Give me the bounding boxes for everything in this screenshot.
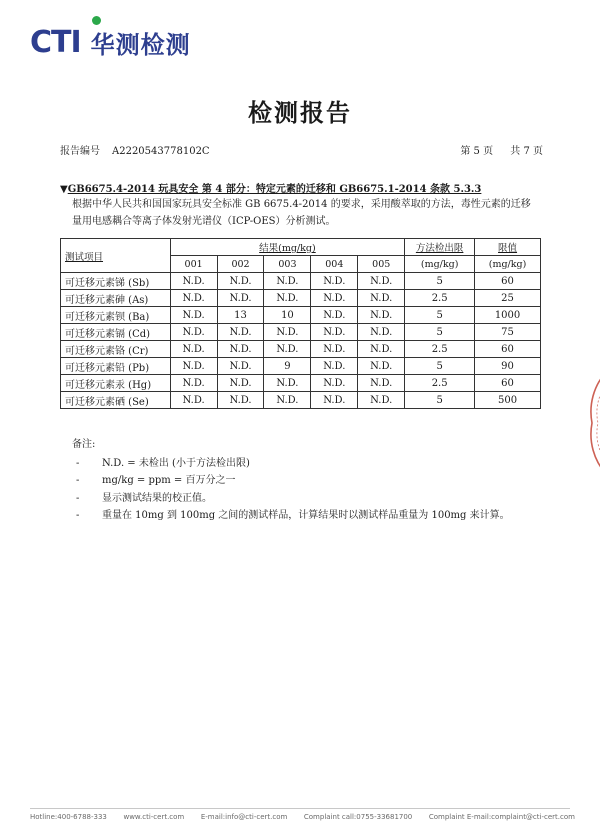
report-number-value: A2220543778102C bbox=[112, 146, 210, 157]
cell-result: N.D. bbox=[170, 358, 217, 375]
table-row bbox=[61, 273, 541, 290]
cell-result: N.D. bbox=[358, 358, 405, 375]
page-info bbox=[456, 142, 543, 157]
cell-result: N.D. bbox=[170, 392, 217, 409]
cell-result: N.D. bbox=[264, 392, 311, 409]
table-row bbox=[61, 392, 541, 409]
cell-result: N.D. bbox=[264, 324, 311, 341]
section-heading bbox=[60, 180, 481, 195]
cell-result: N.D. bbox=[170, 324, 217, 341]
cell-mdl: 5 bbox=[405, 324, 475, 341]
table-row bbox=[61, 307, 541, 324]
cell-result: N.D. bbox=[170, 307, 217, 324]
table-row bbox=[61, 358, 541, 375]
cell-result: N.D. bbox=[217, 324, 264, 341]
header-sample-002: 002 bbox=[217, 256, 264, 273]
report-number-line bbox=[60, 142, 210, 157]
cell-result: N.D. bbox=[311, 392, 358, 409]
cell-mdl: 5 bbox=[405, 273, 475, 290]
cell-result: N.D. bbox=[170, 375, 217, 392]
cell-mdl: 5 bbox=[405, 307, 475, 324]
cell-item: 可迁移元素汞 (Hg) bbox=[61, 375, 171, 392]
cell-result: N.D. bbox=[358, 324, 405, 341]
cell-limit: 90 bbox=[475, 358, 541, 375]
table-row bbox=[61, 324, 541, 341]
footer-hotline: Hotline:400-6788-333 bbox=[30, 813, 107, 821]
cell-item: 可迁移元素镉 (Cd) bbox=[61, 324, 171, 341]
cell-result: N.D. bbox=[170, 290, 217, 307]
cell-mdl: 5 bbox=[405, 392, 475, 409]
cell-item: 可迁移元素铅 (Pb) bbox=[61, 358, 171, 375]
cell-result: N.D. bbox=[358, 375, 405, 392]
notes-label: 备注: bbox=[72, 439, 96, 450]
header-limit: 限值 bbox=[475, 239, 541, 256]
header-sample-001: 001 bbox=[170, 256, 217, 273]
cell-result: 10 bbox=[264, 307, 311, 324]
cell-result: N.D. bbox=[217, 375, 264, 392]
table-row bbox=[61, 341, 541, 358]
cell-result: N.D. bbox=[264, 273, 311, 290]
header-mdl: 方法检出限 bbox=[405, 239, 475, 256]
cell-limit: 500 bbox=[475, 392, 541, 409]
cell-result: N.D. bbox=[311, 307, 358, 324]
cell-result: N.D. bbox=[311, 358, 358, 375]
cell-result: N.D. bbox=[217, 392, 264, 409]
section-heading-text: GB6675.4-2014 玩具安全 第 4 部分：特定元素的迁移和 GB6675.1-2014 条款 5.3.3 bbox=[67, 184, 482, 195]
note-item: - N.D. = 未检出 (小于方法检出限) bbox=[76, 457, 250, 469]
footer-website: www.cti-cert.com bbox=[123, 813, 185, 821]
results-table bbox=[60, 238, 541, 409]
header-sample-005: 005 bbox=[358, 256, 405, 273]
logo-text: CTI bbox=[30, 24, 81, 60]
page-total: 共 7 页 bbox=[510, 146, 543, 157]
cell-result: 9 bbox=[264, 358, 311, 375]
cell-result: N.D. bbox=[311, 324, 358, 341]
footer-divider bbox=[30, 808, 570, 809]
table-row bbox=[61, 290, 541, 307]
cell-result: N.D. bbox=[170, 273, 217, 290]
section-description: 根据中华人民共和国国家玩具安全标准 GB 6675.4-2014 的要求，采用酸萃取的方法，毒性元素的迁移量用电感耦合等离子体发射光谱仪（ICP-OES）分析测试。 bbox=[72, 199, 531, 227]
cell-result: N.D. bbox=[358, 341, 405, 358]
company-logo bbox=[30, 22, 191, 62]
cell-result: N.D. bbox=[358, 273, 405, 290]
header-result: 结果(mg/kg) bbox=[170, 239, 405, 256]
cell-item: 可迁移元素锑 (Sb) bbox=[61, 273, 171, 290]
cell-result: 13 bbox=[217, 307, 264, 324]
table-header-row bbox=[61, 239, 541, 256]
report-number-label: 报告编号 bbox=[60, 146, 100, 157]
footer bbox=[30, 813, 575, 821]
footer-complaint-call: Complaint call:0755-33681700 bbox=[303, 813, 413, 821]
cell-mdl: 2.5 bbox=[405, 375, 475, 392]
cell-limit: 60 bbox=[475, 273, 541, 290]
cell-result: N.D. bbox=[170, 341, 217, 358]
note-item: - 重量在 10mg 到 100mg 之间的测试样品，计算结果时以测试样品重量为 100mg 来计算。 bbox=[76, 510, 510, 521]
header-test-item: 测试项目 bbox=[61, 239, 171, 273]
cell-result: N.D. bbox=[217, 290, 264, 307]
notes-section bbox=[72, 436, 510, 525]
triangle-marker-icon: ▼ bbox=[60, 184, 68, 195]
header-mdl-unit: (mg/kg) bbox=[405, 256, 475, 273]
cell-limit: 60 bbox=[475, 375, 541, 392]
cell-limit: 1000 bbox=[475, 307, 541, 324]
cell-mdl: 2.5 bbox=[405, 341, 475, 358]
header-limit-unit: (mg/kg) bbox=[475, 256, 541, 273]
cell-result: N.D. bbox=[217, 273, 264, 290]
cell-result: N.D. bbox=[264, 375, 311, 392]
footer-email: E-mail:info@cti-cert.com bbox=[200, 813, 288, 821]
cell-item: 可迁移元素铬 (Cr) bbox=[61, 341, 171, 358]
logo-chinese-name: 华测检测 bbox=[90, 30, 191, 59]
cell-item: 可迁移元素硒 (Se) bbox=[61, 392, 171, 409]
note-item: - 显示测试结果的校正值。 bbox=[76, 492, 212, 504]
cell-mdl: 2.5 bbox=[405, 290, 475, 307]
cell-limit: 60 bbox=[475, 341, 541, 358]
cell-result: N.D. bbox=[311, 341, 358, 358]
cell-item: 可迁移元素砷 (As) bbox=[61, 290, 171, 307]
cell-result: N.D. bbox=[217, 341, 264, 358]
cell-result: N.D. bbox=[358, 307, 405, 324]
cell-limit: 75 bbox=[475, 324, 541, 341]
cell-mdl: 5 bbox=[405, 358, 475, 375]
cell-result: N.D. bbox=[358, 392, 405, 409]
header-sample-004: 004 bbox=[311, 256, 358, 273]
cell-limit: 25 bbox=[475, 290, 541, 307]
seal-stamp-icon bbox=[578, 368, 600, 478]
cell-result: N.D. bbox=[264, 341, 311, 358]
cell-result: N.D. bbox=[311, 273, 358, 290]
footer-complaint-email: Complaint E-mail:complaint@cti-cert.com bbox=[428, 813, 575, 821]
page-title: 检测报告 bbox=[248, 99, 352, 127]
logo-dot-icon bbox=[92, 16, 101, 25]
note-item: - mg/kg = ppm = 百万分之一 bbox=[76, 475, 236, 486]
table-row bbox=[61, 375, 541, 392]
cell-result: N.D. bbox=[217, 358, 264, 375]
cell-result: N.D. bbox=[311, 290, 358, 307]
page-number: 第 5 页 bbox=[460, 146, 494, 157]
cell-result: N.D. bbox=[358, 290, 405, 307]
header-sample-003: 003 bbox=[264, 256, 311, 273]
cell-item: 可迁移元素钡 (Ba) bbox=[61, 307, 171, 324]
cell-result: N.D. bbox=[264, 290, 311, 307]
cell-result: N.D. bbox=[311, 375, 358, 392]
